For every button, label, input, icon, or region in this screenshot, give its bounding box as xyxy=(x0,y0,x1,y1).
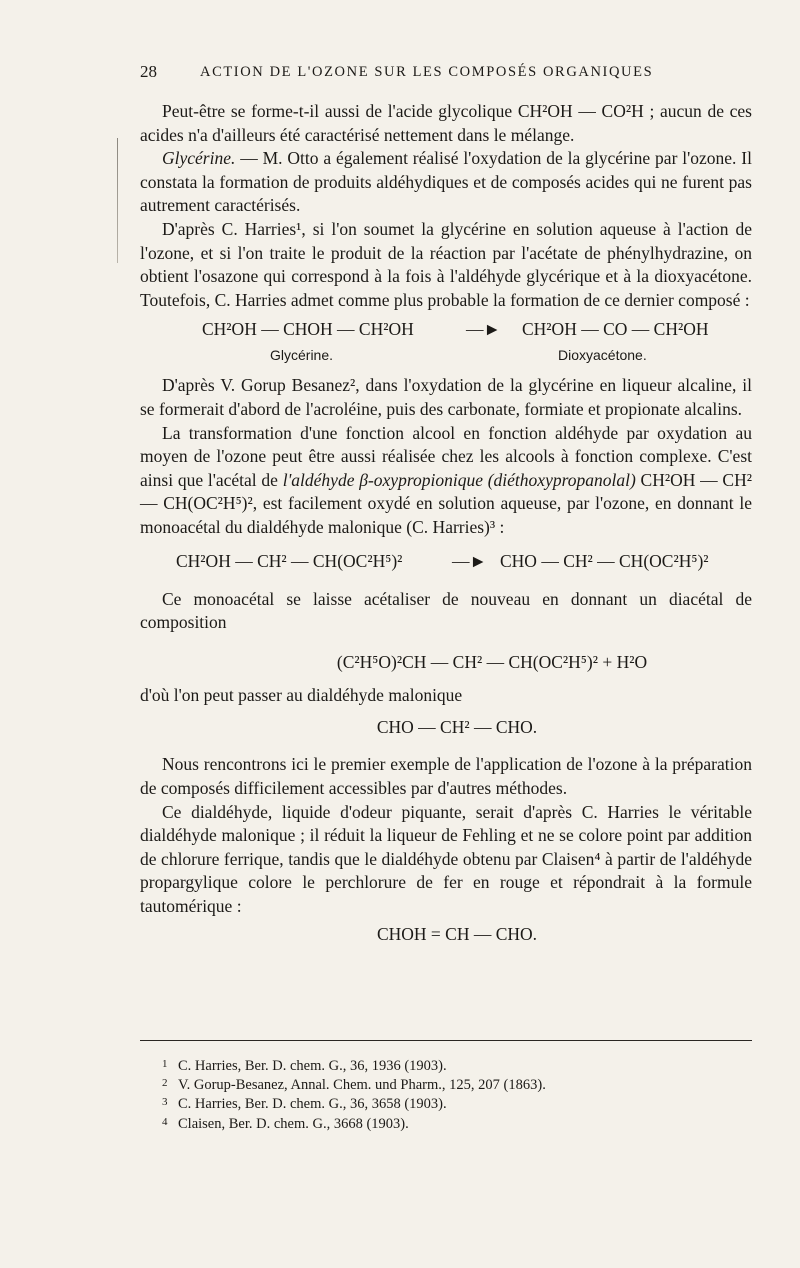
glycerine-text: — M. Otto a également réalisé l'oxydation de la glycérine par l'ozone. Il constata la formation de produits aldéhydiques et de composés acides qui ne furent pas autrement caractérisés. xyxy=(140,148,752,216)
formula-dialdehyde: CHO — CH² — CHO. xyxy=(376,716,538,737)
transformation-text-a: La transformation d'une fonction alcool en fonction aldéhyde par oxydation au moyen de l'ozone peut être aussi réalisée chez les alcools à fonction complexe. C'est ainsi que l'acétal de xyxy=(140,422,752,490)
formula-acetal: CH²OH — CH² — CH(OC²H⁵)² xyxy=(176,550,403,571)
footnotes xyxy=(162,1056,742,1133)
footnote-mark: 3 xyxy=(162,1096,168,1109)
label-glycerine: Glycérine. xyxy=(270,347,334,364)
formula-monoacetal xyxy=(140,550,752,582)
paragraph-harries: D'après C. Harries¹, si l'on soumet la glycérine en solution aqueuse à l'action de l'ozone, et si l'on traite le produit de la réaction par l'acétate de phénylhydrazine, on obtient l'osazone qui correspond à la fois à l'aldéhyde glycérique et à la dioxyacétone. Toutefois, C. Harries admet comme plus probable la formation de ce dernier composé : xyxy=(140,218,752,310)
footnote-text: Claisen, Ber. D. chem. G., 3668 (1903). xyxy=(178,1115,409,1132)
footnote-3 xyxy=(162,1094,742,1113)
formula-glycerine: CH²OH — CHOH — CH²OH xyxy=(202,319,414,340)
footnote-rule xyxy=(140,1040,752,1041)
footnote-1 xyxy=(162,1056,742,1075)
footnote-text: C. Harries, Ber. D. chem. G., 36, 1936 (1903). xyxy=(178,1058,447,1074)
footnote-2 xyxy=(162,1075,742,1094)
reaction-arrow: —► xyxy=(466,319,501,340)
paragraph-first-example: Nous rencontrons ici le premier exemple de l'application de l'ozone à la préparation de composés difficilement accessibles par d'autres méthodes. xyxy=(140,754,752,799)
formula-dioxyacetone: CH²OH — CO — CH²OH xyxy=(522,319,709,340)
label-dioxyacetone: Dioxyacétone. xyxy=(558,347,647,364)
main-text xyxy=(140,100,752,946)
paragraph-gorup: D'après V. Gorup Besanez², dans l'oxydation de la glycérine en liqueur alcaline, il se formerait d'abord de l'acroléine, puis des carbonate, formiate et propionate alcalins. xyxy=(140,375,752,419)
footnote-mark: 2 xyxy=(162,1077,168,1090)
reaction-arrow-2: —► xyxy=(452,550,487,571)
formula-diacetal: (C²H⁵O)²CH — CH² — CH(OC²H⁵)² + H²O xyxy=(336,651,648,672)
formula-tautomeric: CHOH = CH — CHO. xyxy=(376,923,538,944)
footnote-mark: 1 xyxy=(162,1058,168,1070)
paragraph-glycerine xyxy=(140,147,752,218)
transformation-italic: l'aldéhyde β-oxypropionique (diéthoxypropanolal) xyxy=(282,469,636,490)
margin-mark xyxy=(117,138,118,263)
paragraph-glycolic: Peut-être se forme-t-il aussi de l'acide glycolique CH²OH — CO²H ; aucun de ces acides n'a d'ailleurs été caractérisé nettement dans le mélange. xyxy=(140,101,752,145)
transformation-text-b: CH²OH — CH² — CH(OC²H⁵)², est facilement oxydé en solution aqueuse, par l'ozone, en donnant le monoacétal du dialdéhyde malonique (C. Harries)³ : xyxy=(140,469,752,537)
footnote-mark: 4 xyxy=(162,1115,168,1128)
running-title: ACTION DE L'OZONE SUR LES COMPOSÉS ORGANIQUES xyxy=(200,64,654,80)
formula-labels xyxy=(140,344,752,366)
formula-glycerine-oxidation xyxy=(140,318,752,344)
paragraph-transformation xyxy=(140,422,752,540)
paragraph-malonic: d'où l'on peut passer au dialdéhyde malonique xyxy=(140,685,463,706)
footnote-text: V. Gorup-Besanez, Annal. Chem. und Pharm., 125, 207 (1863). xyxy=(178,1077,546,1094)
paragraph-dialdehyde: Ce dialdéhyde, liquide d'odeur piquante, serait d'après C. Harries le véritable dialdéhyde malonique ; il réduit la liqueur de Fehling et ne se colore point par addition de chlorure ferrique, tandis que le dialdéhyde obtenu par Claisen⁴ à partir de l'aldéhyde propargylique colore le perchlorure de fer en rouge et répondrait à la formule tautomérique : xyxy=(140,801,752,917)
formula-monoacetal-product: CHO — CH² — CH(OC²H⁵)² xyxy=(500,550,709,571)
footnote-4 xyxy=(162,1114,742,1133)
footnote-text: C. Harries, Ber. D. chem. G., 36, 3658 (1903). xyxy=(178,1096,447,1113)
paragraph-diacetal: Ce monoacétal se laisse acétaliser de nouveau en donnant un diacétal de composition xyxy=(140,588,752,633)
page-number: 28 xyxy=(140,62,157,81)
glycerine-heading: Glycérine. xyxy=(162,148,236,169)
